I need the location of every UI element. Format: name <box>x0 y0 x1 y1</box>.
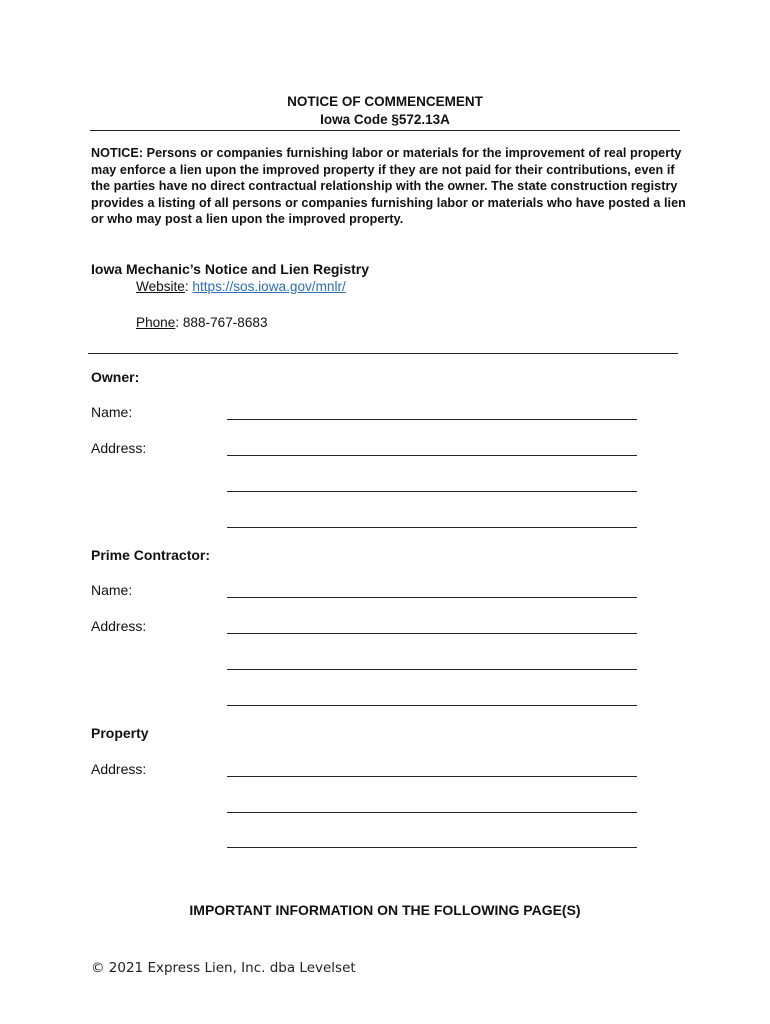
website-label: Website <box>136 279 185 294</box>
owner-address-label: Address: <box>91 440 147 456</box>
notice-label: NOTICE <box>91 146 139 160</box>
important-notice: IMPORTANT INFORMATION ON THE FOLLOWING PAGE(S) <box>189 902 581 918</box>
owner-name-label: Name: <box>91 404 133 420</box>
owner-heading: Owner: <box>91 369 140 385</box>
property-address-line-1[interactable] <box>227 758 637 777</box>
phone-number: 888-767-8683 <box>182 315 268 330</box>
section-divider <box>88 353 678 354</box>
contractor-address-line-2[interactable] <box>227 651 637 670</box>
document-code: Iowa Code §572.13A <box>320 112 450 127</box>
notice-text: : Persons or companies furnishing labor or materials for the improvement of real property may enforce a lien upon the improved property if they are not paid for their contributions, even if the parties have no direct contractual relationship with the owner. The state construction registry provides a listing of all persons or companies furnishing labor or materials who have posted a lien or who may post a lien upon the improved property. <box>91 146 686 227</box>
contractor-address-line-3[interactable] <box>227 687 637 706</box>
notice-paragraph <box>91 145 691 228</box>
contractor-address-line-1[interactable] <box>227 615 637 634</box>
property-address-line-3[interactable] <box>227 829 637 848</box>
contractor-name-field[interactable] <box>227 579 637 598</box>
property-address-line-2[interactable] <box>227 794 637 813</box>
contractor-name-label: Name: <box>91 582 133 598</box>
owner-name-field[interactable] <box>227 401 637 420</box>
contractor-address-label: Address: <box>91 618 147 634</box>
registry-website-row <box>136 279 346 294</box>
header-divider <box>90 130 680 131</box>
owner-address-line-2[interactable] <box>227 473 637 492</box>
phone-label: Phone <box>136 315 176 330</box>
website-separator: : <box>184 279 193 294</box>
registry-title: Iowa Mechanic’s Notice and Lien Registry <box>91 261 369 277</box>
contractor-heading: Prime Contractor: <box>91 547 211 563</box>
document-title: NOTICE OF COMMENCEMENT <box>287 94 483 109</box>
property-address-label: Address: <box>91 761 147 777</box>
owner-address-line-3[interactable] <box>227 509 637 528</box>
property-heading: Property <box>91 725 149 741</box>
copyright-footer: © 2021 Express Lien, Inc. dba Levelset <box>91 960 356 976</box>
registry-phone-row <box>136 315 268 330</box>
website-link[interactable]: https://sos.iowa.gov/mnlr/ <box>192 279 346 294</box>
owner-address-line-1[interactable] <box>227 437 637 456</box>
phone-separator: : <box>175 315 183 330</box>
